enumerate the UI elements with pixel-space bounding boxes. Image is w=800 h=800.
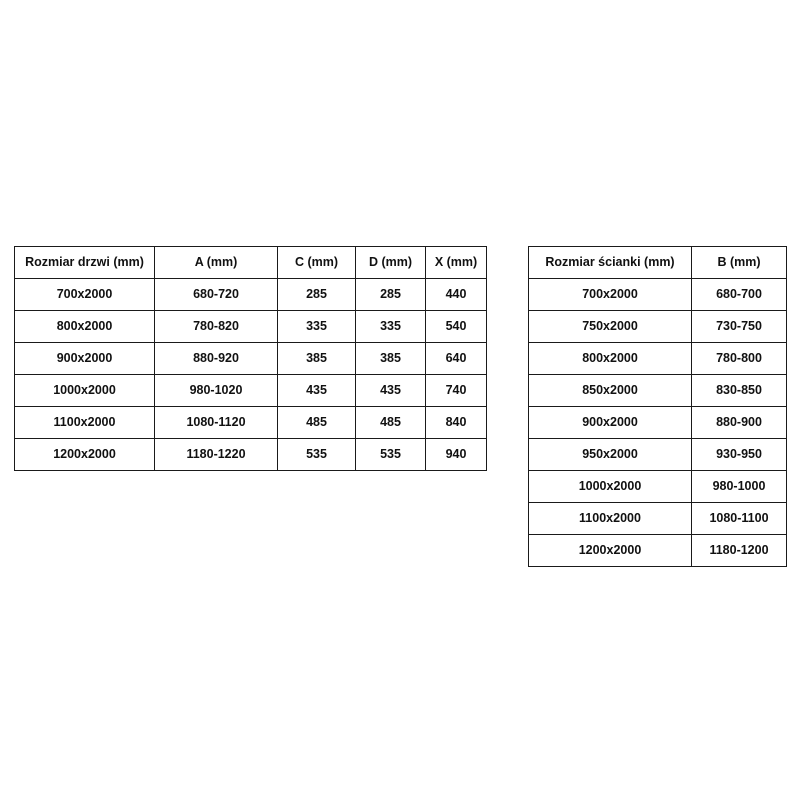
table-row — [15, 375, 487, 407]
cell-wall-size: 1100x2000 — [529, 503, 692, 535]
cell-c: 485 — [278, 407, 356, 439]
cell-b: 780-800 — [692, 343, 787, 375]
cell-wall-size: 750x2000 — [529, 311, 692, 343]
cell-x: 440 — [426, 279, 487, 311]
cell-c: 435 — [278, 375, 356, 407]
cell-wall-size: 850x2000 — [529, 375, 692, 407]
cell-door-size: 900x2000 — [15, 343, 155, 375]
cell-d: 535 — [356, 439, 426, 471]
table-row — [529, 311, 787, 343]
table-row — [529, 503, 787, 535]
cell-c: 335 — [278, 311, 356, 343]
cell-c: 385 — [278, 343, 356, 375]
table-row — [529, 439, 787, 471]
column-header-door-size: Rozmiar drzwi (mm) — [15, 247, 155, 279]
cell-d: 335 — [356, 311, 426, 343]
column-header-x: X (mm) — [426, 247, 487, 279]
table-row — [15, 279, 487, 311]
wall-panel-dimension-table — [528, 246, 787, 567]
column-header-wall-size: Rozmiar ścianki (mm) — [529, 247, 692, 279]
cell-x: 640 — [426, 343, 487, 375]
cell-c: 285 — [278, 279, 356, 311]
cell-b: 830-850 — [692, 375, 787, 407]
table-row — [529, 535, 787, 567]
cell-x: 540 — [426, 311, 487, 343]
table-row — [529, 375, 787, 407]
cell-wall-size: 1200x2000 — [529, 535, 692, 567]
table-row — [15, 343, 487, 375]
cell-b: 1180-1200 — [692, 535, 787, 567]
cell-door-size: 1200x2000 — [15, 439, 155, 471]
cell-door-size: 1100x2000 — [15, 407, 155, 439]
cell-door-size: 1000x2000 — [15, 375, 155, 407]
cell-b: 730-750 — [692, 311, 787, 343]
table-header-row — [529, 247, 787, 279]
column-header-c: C (mm) — [278, 247, 356, 279]
cell-x: 740 — [426, 375, 487, 407]
cell-a: 980-1020 — [155, 375, 278, 407]
cell-b: 1080-1100 — [692, 503, 787, 535]
table-row — [15, 439, 487, 471]
column-header-d: D (mm) — [356, 247, 426, 279]
cell-x: 840 — [426, 407, 487, 439]
cell-d: 385 — [356, 343, 426, 375]
cell-d: 485 — [356, 407, 426, 439]
table-row — [15, 311, 487, 343]
cell-c: 535 — [278, 439, 356, 471]
table-row — [529, 343, 787, 375]
cell-a: 780-820 — [155, 311, 278, 343]
cell-wall-size: 700x2000 — [529, 279, 692, 311]
table-row — [529, 471, 787, 503]
cell-a: 680-720 — [155, 279, 278, 311]
cell-b: 980-1000 — [692, 471, 787, 503]
cell-a: 1180-1220 — [155, 439, 278, 471]
table-row — [15, 407, 487, 439]
cell-d: 435 — [356, 375, 426, 407]
cell-b: 680-700 — [692, 279, 787, 311]
cell-door-size: 800x2000 — [15, 311, 155, 343]
cell-wall-size: 950x2000 — [529, 439, 692, 471]
cell-a: 1080-1120 — [155, 407, 278, 439]
column-header-b: B (mm) — [692, 247, 787, 279]
table-row — [529, 407, 787, 439]
table-row — [529, 279, 787, 311]
cell-wall-size: 800x2000 — [529, 343, 692, 375]
cell-wall-size: 900x2000 — [529, 407, 692, 439]
cell-b: 930-950 — [692, 439, 787, 471]
cell-wall-size: 1000x2000 — [529, 471, 692, 503]
cell-door-size: 700x2000 — [15, 279, 155, 311]
cell-x: 940 — [426, 439, 487, 471]
doors-dimension-table — [14, 246, 487, 471]
cell-a: 880-920 — [155, 343, 278, 375]
column-header-a: A (mm) — [155, 247, 278, 279]
table-header-row — [15, 247, 487, 279]
cell-b: 880-900 — [692, 407, 787, 439]
cell-d: 285 — [356, 279, 426, 311]
